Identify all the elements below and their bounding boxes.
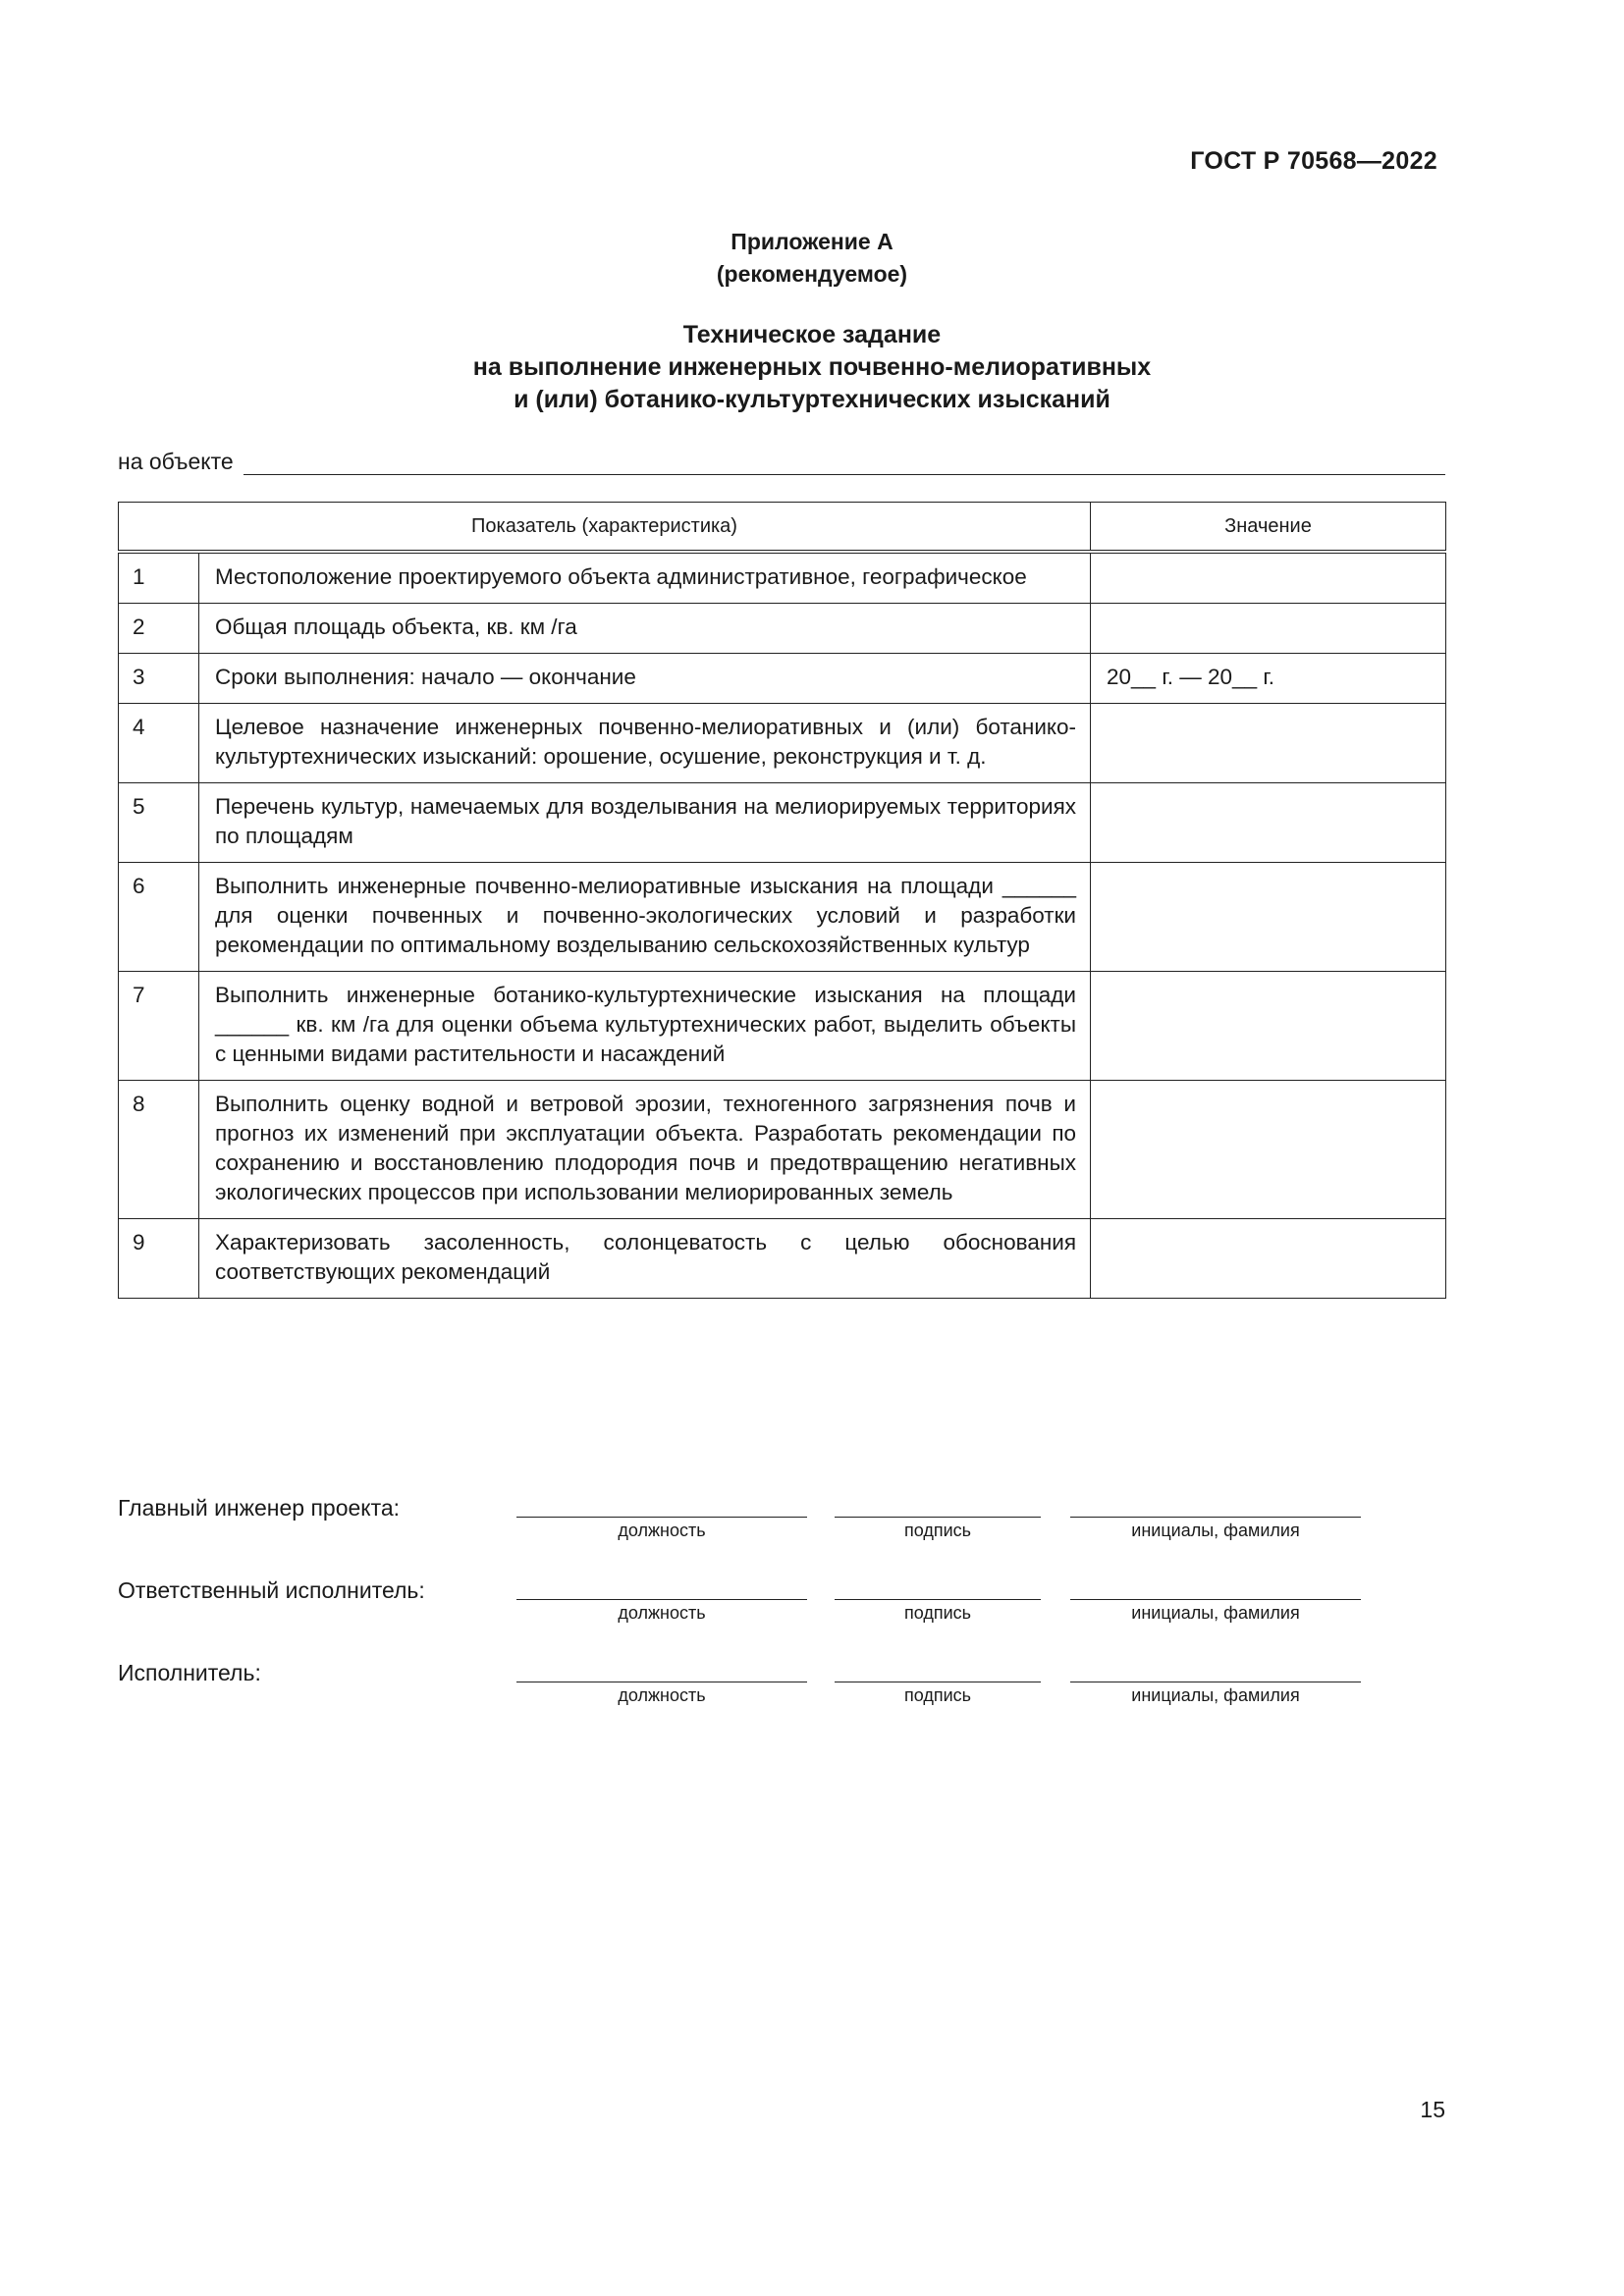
table-row (119, 863, 1446, 972)
signature-field: подпись (835, 1517, 1041, 1541)
row-text: Местоположение проектируемого объекта административное, географическое (199, 552, 1091, 604)
row-number: 2 (119, 604, 199, 654)
object-label: на объекте (118, 449, 234, 474)
row-number: 7 (119, 972, 199, 1081)
table-row (119, 604, 1446, 654)
row-text: Перечень культур, намечаемых для возделывания на мелиорируемых территориях по площадям (199, 783, 1091, 863)
table-row (119, 1081, 1446, 1219)
appendix-title: Приложение А (731, 229, 893, 254)
table-row (119, 704, 1446, 783)
name-field: инициалы, фамилия (1070, 1517, 1361, 1541)
row-number: 9 (119, 1219, 199, 1299)
table-row (119, 783, 1446, 863)
signature-role-label: Исполнитель: (118, 1660, 261, 1685)
row-number: 3 (119, 654, 199, 704)
signature-role-label: Ответственный исполнитель: (118, 1577, 425, 1603)
table-row (119, 1219, 1446, 1299)
row-number: 4 (119, 704, 199, 783)
position-field: должность (516, 1517, 807, 1541)
name-field: инициалы, фамилия (1070, 1599, 1361, 1624)
signature-field: подпись (835, 1682, 1041, 1706)
header-indicator: Показатель (характеристика) (119, 503, 1091, 553)
row-value (1091, 552, 1446, 604)
document-title (0, 319, 1624, 416)
row-text: Общая площадь объекта, кв. км /га (199, 604, 1091, 654)
row-number: 6 (119, 863, 199, 972)
position-field: должность (516, 1599, 807, 1624)
object-field (118, 449, 1445, 475)
table-row (119, 654, 1446, 704)
table-row (119, 972, 1446, 1081)
row-text: Целевое назначение инженерных почвенно-мелиоративных и (или) ботанико-культуртехнических изысканий: орошение, осушение, реконструкция и т. д. (199, 704, 1091, 783)
title-line-3: и (или) ботанико-культуртехнических изысканий (514, 386, 1110, 413)
signature-row-executor (118, 1660, 1394, 1719)
name-field: инициалы, фамилия (1070, 1682, 1361, 1706)
header-value: Значение (1091, 503, 1446, 553)
row-value (1091, 1081, 1446, 1219)
row-value (1091, 1219, 1446, 1299)
signature-field: подпись (835, 1599, 1041, 1624)
title-line-2: на выполнение инженерных почвенно-мелиоративных (472, 353, 1152, 381)
row-number: 1 (119, 552, 199, 604)
specification-table (118, 502, 1446, 1299)
row-number: 5 (119, 783, 199, 863)
row-value (1091, 704, 1446, 783)
row-value (1091, 863, 1446, 972)
row-number: 8 (119, 1081, 199, 1219)
appendix-heading (0, 226, 1624, 291)
row-text: Сроки выполнения: начало — окончание (199, 654, 1091, 704)
row-text: Характеризовать засоленность, солонцеватость с целью обоснования соответствующих рекомендаций (199, 1219, 1091, 1299)
row-value: 20__ г. — 20__ г. (1091, 654, 1446, 704)
row-value (1091, 604, 1446, 654)
signature-row-chief-engineer (118, 1495, 1394, 1554)
table-header-row (119, 503, 1446, 553)
row-text: Выполнить инженерные ботанико-культуртехнические изыскания на площади ______ кв. км /га для оценки объема культуртехнических работ, выделить объекты с ценными видами растительности и насаждений (199, 972, 1091, 1081)
title-line-1: Техническое задание (682, 321, 942, 348)
table-row (119, 552, 1446, 604)
signature-row-responsible-executor (118, 1577, 1394, 1636)
position-field: должность (516, 1682, 807, 1706)
appendix-status: (рекомендуемое) (716, 261, 908, 287)
object-blank-line (244, 449, 1445, 475)
page-number: 15 (1420, 2097, 1445, 2122)
row-value (1091, 783, 1446, 863)
row-text: Выполнить инженерные почвенно-мелиоративные изыскания на площади ______ для оценки почвенных и почвенно-экологических условий и разработки рекомендации по оптимальному возделыванию сельскохозяйственных культур (199, 863, 1091, 972)
row-text: Выполнить оценку водной и ветровой эрозии, техногенного загрязнения почв и прогноз их изменений при эксплуатации объекта. Разработать рекомендации по сохранению и восстановлению плодородия почв и предотвращению негативных экологических процессов при использовании мелиорированных земель (199, 1081, 1091, 1219)
signature-role-label: Главный инженер проекта: (118, 1495, 401, 1521)
row-value (1091, 972, 1446, 1081)
standard-code: ГОСТ Р 70568—2022 (1190, 147, 1437, 175)
